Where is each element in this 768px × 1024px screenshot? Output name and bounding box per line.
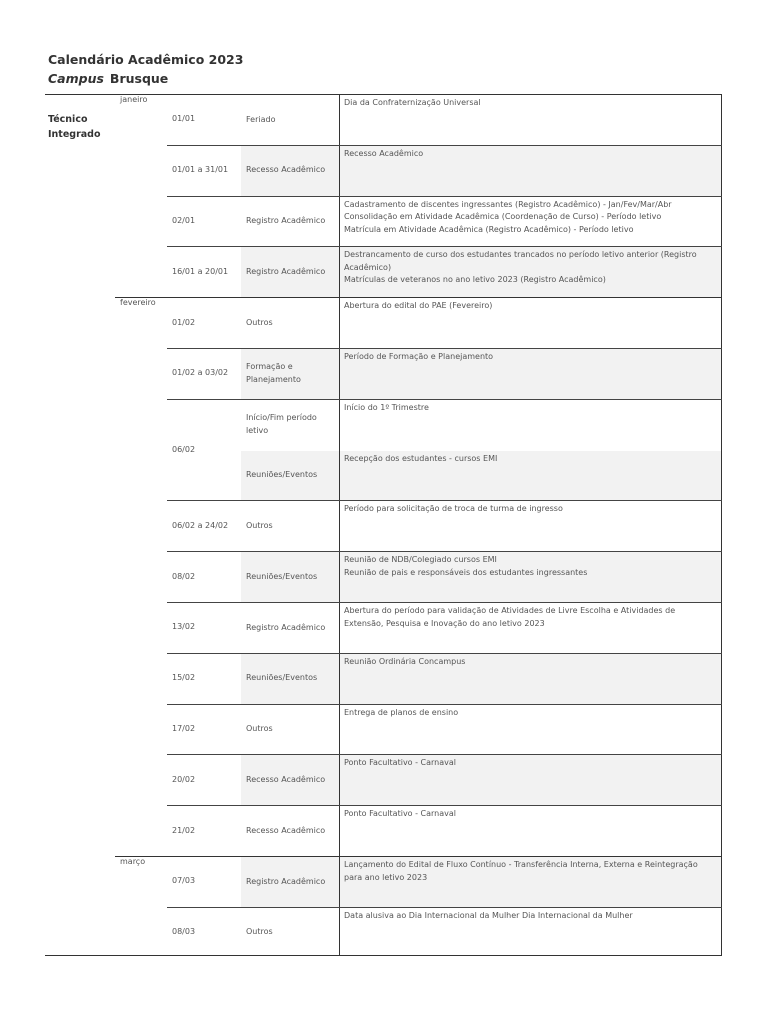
- event-date: 21/02: [172, 825, 196, 835]
- event-description: Recepção dos estudantes - cursos EMI: [344, 453, 498, 463]
- event-date: 13/02: [172, 622, 196, 632]
- event-date: 01/02 a 03/02: [172, 368, 229, 378]
- event-category: Registro Acadêmico: [246, 216, 326, 226]
- row-divider: [167, 602, 722, 603]
- event-description: Período para solicitação de troca de turma de ingresso: [344, 504, 563, 514]
- month-label: janeiro: [120, 95, 148, 104]
- event-description: Dia da Confraternização Universal: [344, 98, 481, 107]
- month-label: março: [120, 857, 146, 866]
- row-divider: [167, 653, 722, 654]
- row-divider: [167, 805, 722, 806]
- event-date: 16/01 a 20/01: [172, 266, 229, 276]
- row-divider: [167, 907, 722, 908]
- event-date: 06/02 a 24/02: [172, 520, 229, 530]
- event-date: 08/03: [172, 927, 196, 937]
- event-description: Entrega de planos de ensino: [344, 707, 459, 717]
- event-date: 08/02: [172, 571, 196, 581]
- row-divider: [167, 399, 722, 400]
- event-description: Cadastramento de discentes ingressantes (Registro Acadêmico) - Jan/Fev/Mar/Abr Consolidação em Atividade Acadêmica (Coordenação de Curso) - Período letivo Matrícula em Atividade Acadêmica (Registro Acadêmico) - Período letivo: [344, 199, 672, 234]
- event-description: Período de Formação e Planejamento: [344, 352, 494, 361]
- event-category: Outros: [246, 317, 273, 327]
- event-description: Data alusiva ao Dia Internacional da Mulher Dia Internacional da Mulher: [344, 910, 633, 920]
- month-label: fevereiro: [120, 298, 156, 307]
- event-category: Recesso Acadêmico: [246, 775, 326, 785]
- event-category: Formação e Planejamento: [246, 362, 301, 384]
- event-date: 17/02: [172, 724, 196, 733]
- event-date: 02/01: [172, 216, 196, 225]
- event-description: Recesso Acadêmico: [344, 148, 424, 158]
- event-date: 01/02: [172, 317, 196, 327]
- table-bottom-border: [45, 955, 722, 956]
- event-description: Abertura do período para validação de Atividades de Livre Escolha e Atividades de Extensão, Pesquisa e Inovação do ano letivo 2023: [344, 606, 676, 628]
- campus-subtitle: [48, 71, 168, 86]
- event-category: Recesso Acadêmico: [246, 165, 326, 175]
- event-category: Reuniões/Eventos: [246, 470, 318, 480]
- event-category: Registro Acadêmico: [246, 876, 326, 886]
- event-date: 20/02: [172, 774, 196, 784]
- event-description: Ponto Facultativo - Carnaval: [344, 809, 457, 819]
- event-description: Reunião Ordinária Concampus: [344, 656, 466, 666]
- table-right-border: [721, 94, 722, 956]
- row-divider: [167, 754, 722, 755]
- campus-name: Brusque: [109, 71, 169, 86]
- event-category: Registro Acadêmico: [246, 622, 326, 632]
- description-column-border: [339, 94, 340, 956]
- campus-label: Campus: [48, 71, 104, 86]
- event-description: Abertura do edital do PAE (Fevereiro): [344, 301, 493, 311]
- page-title: Calendário Acadêmico 2023: [48, 52, 244, 67]
- event-category: Outros: [246, 927, 273, 937]
- month-divider: [115, 856, 722, 857]
- event-category: Outros: [246, 724, 273, 734]
- row-divider: [167, 704, 722, 705]
- event-category: Outros: [246, 521, 273, 531]
- event-category: Início/Fim período letivo: [246, 413, 317, 435]
- event-date: 06/02: [172, 444, 196, 454]
- event-description: Ponto Facultativo - Carnaval: [344, 758, 457, 768]
- month-divider: [115, 297, 722, 298]
- sub-row-divider: [340, 450, 721, 451]
- event-date: 07/03: [172, 876, 196, 886]
- event-date: 15/02: [172, 673, 196, 683]
- event-category: Recesso Acadêmico: [246, 825, 326, 835]
- event-description: Início do 1º Trimestre: [344, 402, 429, 412]
- event-date: 01/01 a 31/01: [172, 165, 229, 175]
- event-category: Feriado: [246, 114, 276, 124]
- row-divider: [167, 500, 722, 501]
- event-description: Reunião de NDB/Colegiado cursos EMI Reunião de pais e responsáveis dos estudantes ingressantes: [344, 555, 588, 577]
- row-divider: [167, 246, 722, 247]
- event-description: Destrancamento de curso dos estudantes trancados no período letivo anterior (Registro Acadêmico) Matrículas de veteranos no ano letivo 2023 (Registro Acadêmico): [344, 250, 697, 285]
- event-date: 01/01: [172, 114, 196, 124]
- event-description: Lançamento do Edital de Fluxo Contínuo - Transferência Interna, Externa e Reintegração para ano letivo 2023: [344, 860, 698, 882]
- row-divider: [167, 348, 722, 349]
- event-category: Reuniões/Eventos: [246, 571, 318, 581]
- event-category: Registro Acadêmico: [246, 267, 326, 277]
- event-category: Reuniões/Eventos: [246, 673, 318, 683]
- level-label: Técnico Integrado: [48, 114, 101, 140]
- row-divider: [167, 196, 722, 197]
- row-divider: [167, 551, 722, 552]
- row-divider: [167, 145, 722, 146]
